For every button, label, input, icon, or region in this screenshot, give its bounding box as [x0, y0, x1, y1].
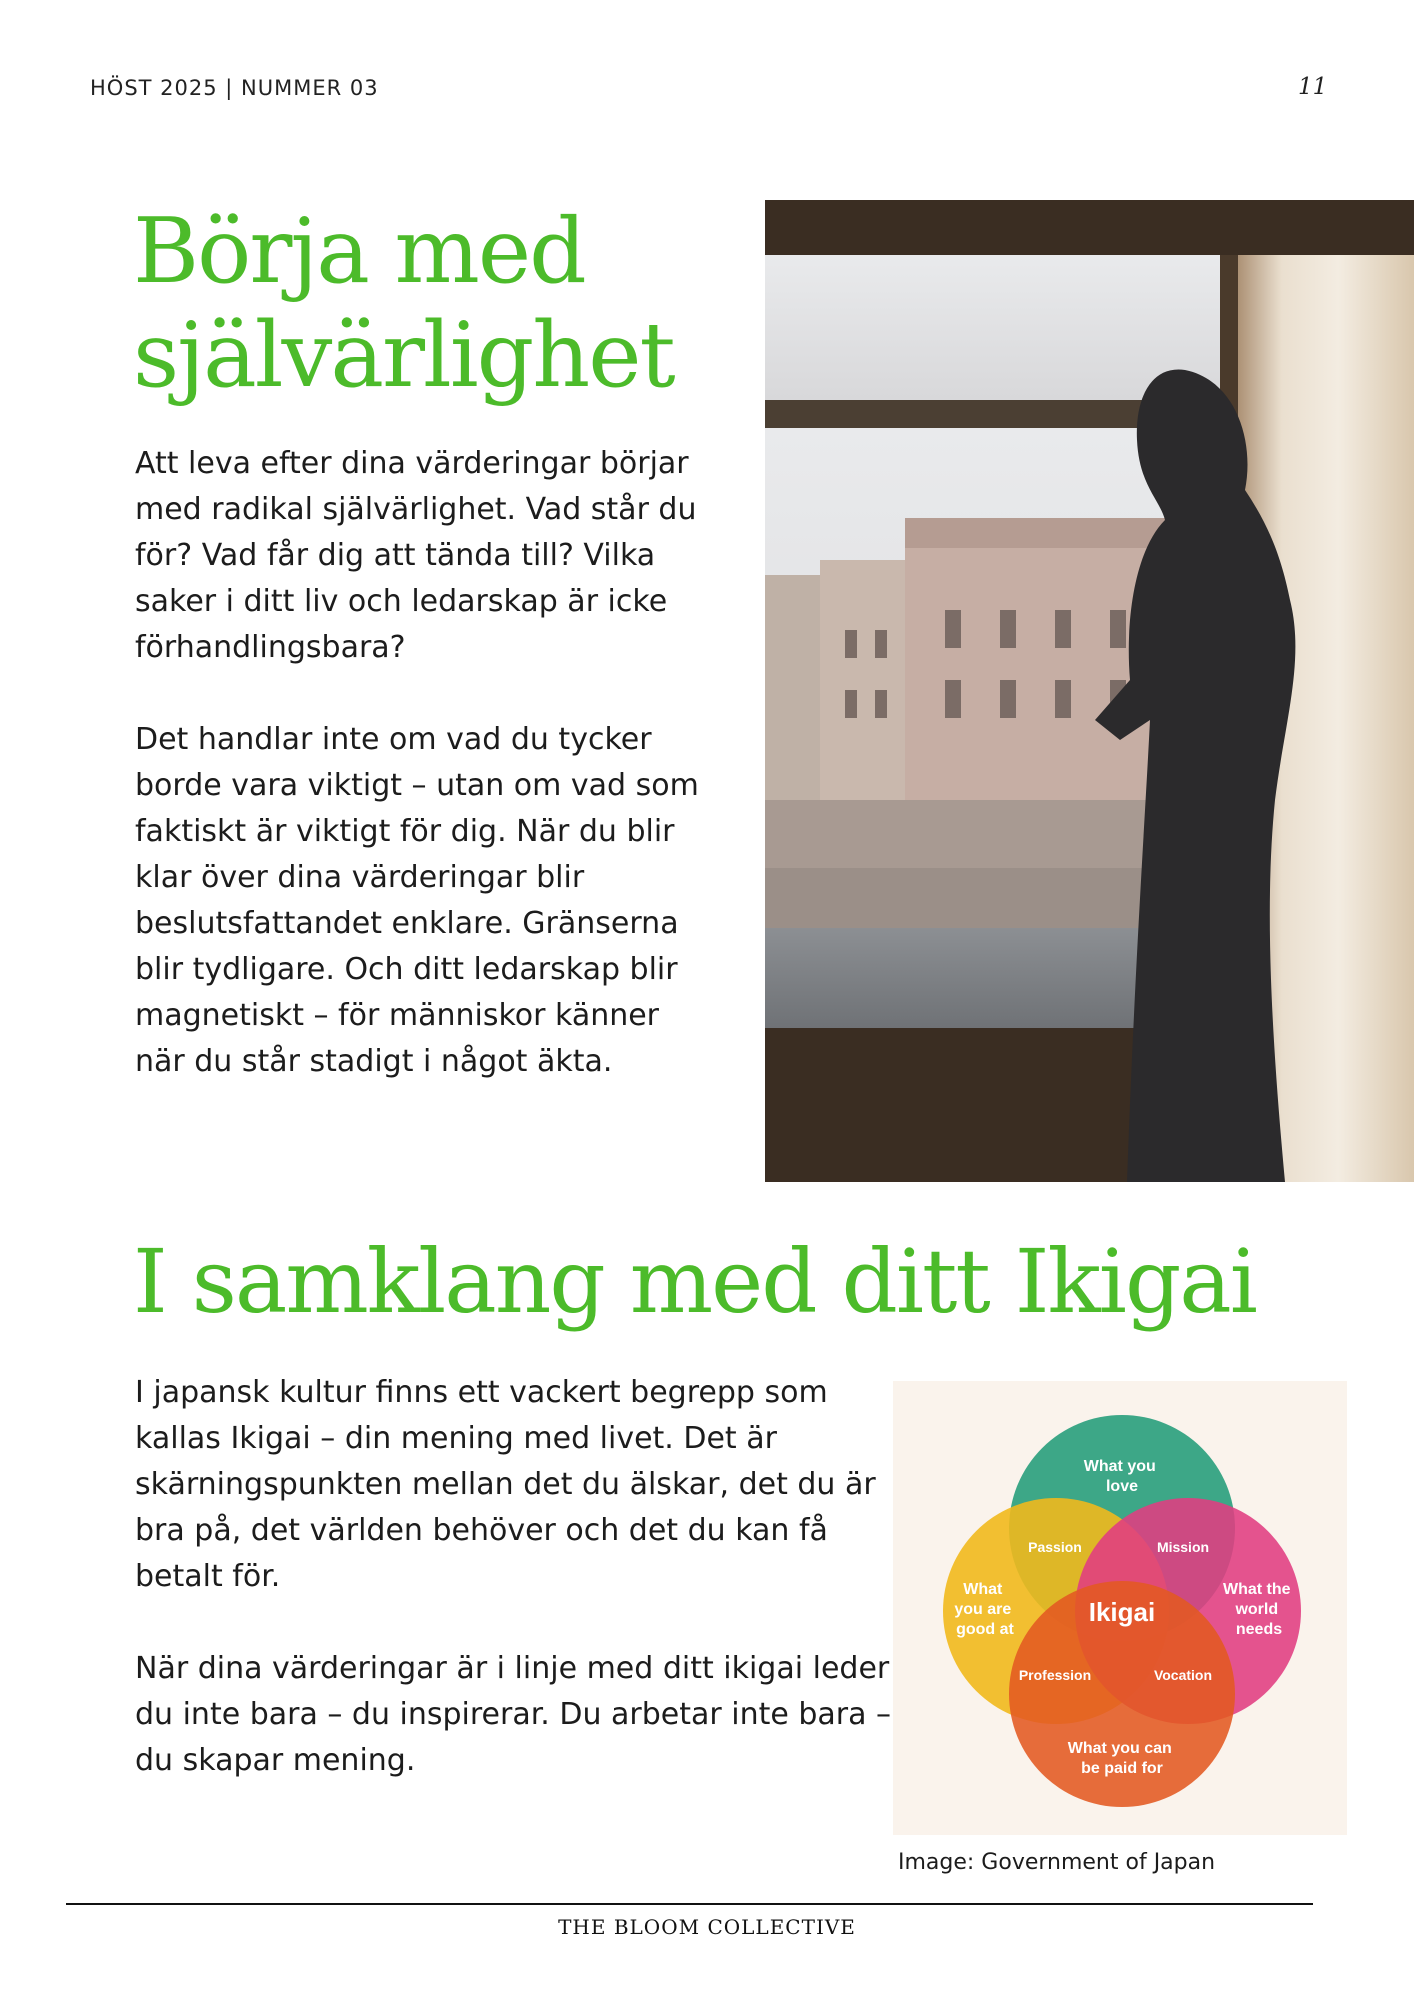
photo-illustration [765, 200, 1414, 1182]
label-good-at: What you are good at [954, 1581, 1014, 1638]
label-passion: Passion [1028, 1539, 1082, 1555]
section2-paragraph1: I japansk kultur finns ett vackert begrepp som kallas Ikigai – din mening med livet. Det är skärningspunkten mellan det du älskar, det du är bra på, det världen behöver och det du kan få betalt för. [135, 1375, 876, 1594]
label-paid-for: What you can be paid for [1067, 1740, 1172, 1777]
footer-divider [66, 1903, 1313, 1905]
section2-body [135, 1370, 895, 1784]
section1-title-line1: Börja med [133, 199, 585, 304]
footer-brand: THE BLOOM COLLECTIVE [558, 1915, 856, 1939]
issue-label: HÖST 2025 | NUMMER 03 [90, 76, 379, 100]
page-number: 11 [1298, 74, 1328, 100]
ikigai-diagram [893, 1381, 1347, 1835]
section2-paragraph2: När dina värderingar är i linje med ditt ikigai leder du inte bara – du inspirerar. Du arbetar inte bara – du skapar mening. [135, 1651, 892, 1778]
ikigai-venn [893, 1381, 1347, 1835]
image-caption: Image: Government of Japan [898, 1850, 1216, 1875]
label-world-needs: What the world needs [1223, 1581, 1291, 1638]
label-ikigai-center: Ikigai [1088, 1597, 1156, 1627]
woman-window-photo [765, 200, 1414, 1182]
section1-title-line2: självärlighet [133, 303, 674, 408]
section1-paragraph2: Det handlar inte om vad du tycker borde vara viktigt – utan om vad som faktiskt är viktigt för dig. När du blir klar över dina värderingar blir beslutsfattandet enklare. Gränserna blir tydligare. Och ditt ledarskap blir magnetiskt – för människor känner när du står stadigt i något äkta. [135, 722, 699, 1079]
label-profession: Profession [1018, 1667, 1092, 1683]
section1-paragraph1: Att leva efter dina värderingar börjar med radikal självärlighet. Vad står du för? Vad får dig att tända till? Vilka saker i ditt liv och ledarskap är icke förhandlingsbara? [135, 446, 697, 665]
label-vocation: Vocation [1153, 1667, 1213, 1683]
label-mission: Mission [1156, 1539, 1210, 1555]
section1-body [135, 441, 715, 1085]
section2-title: I samklang med ditt Ikigai [133, 1230, 1256, 1333]
label-love: What you love [1083, 1458, 1156, 1495]
section1-title [133, 200, 693, 408]
